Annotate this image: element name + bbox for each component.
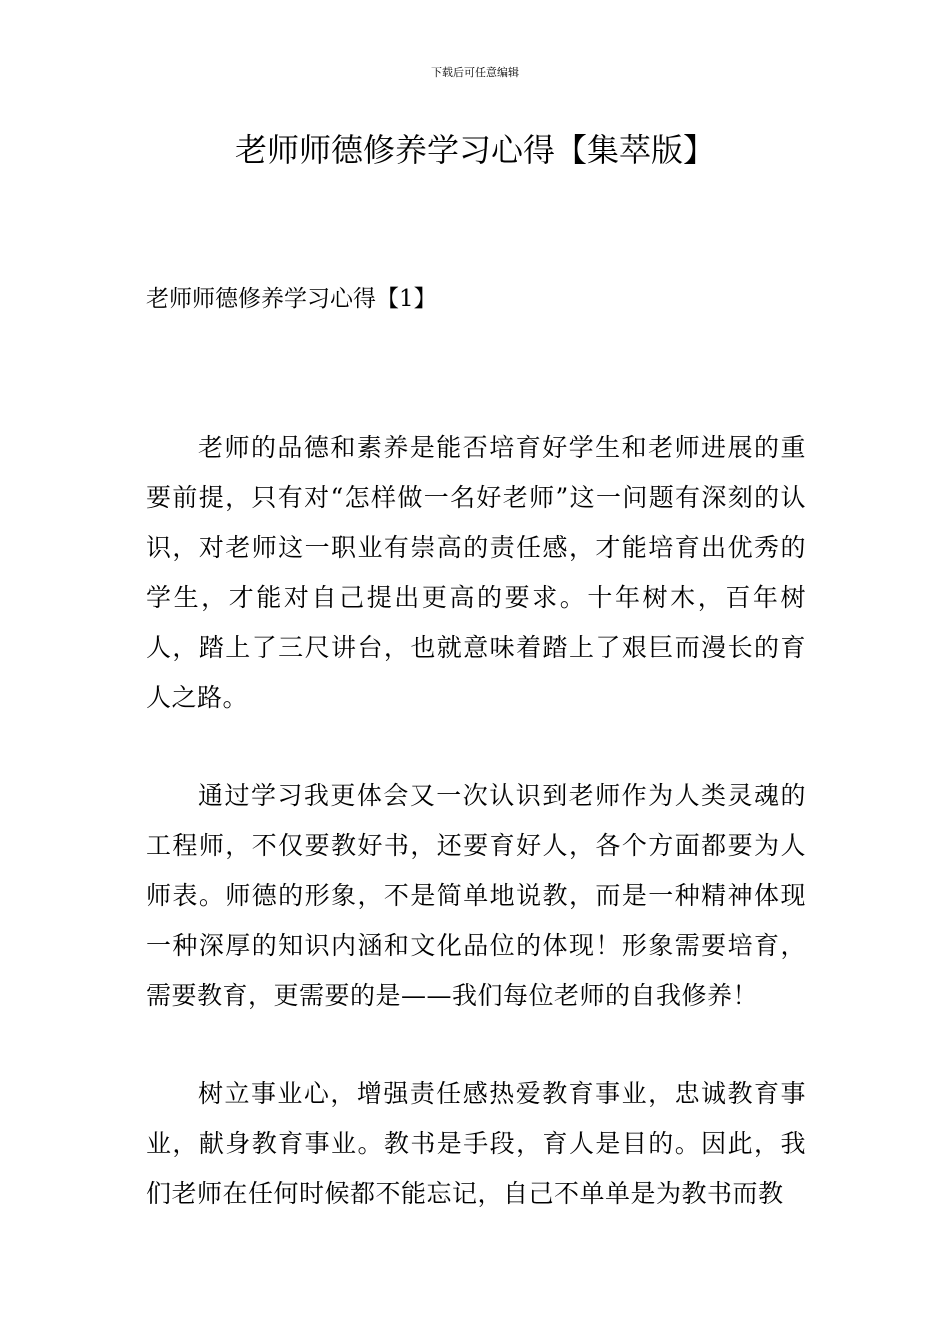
paragraph-3: 树立事业心，增强责任感热爱教育事业，忠诚教育事业，献身教育事业。教书是手段，育人是目的。因此，我们老师在任何时候都不能忘记，自己不单单是为教书而教 [146,1079,806,1208]
paragraph-2: 通过学习我更体会又一次认识到老师作为人类灵魂的工程师，不仅要教好书，还要育好人，各个方面都要为人师表。师德的形象，不是简单地说教，而是一种精神体现一种深厚的知识内涵和文化品位的体现！形象需要培育，需要教育，更需要的是——我们每位老师的自我修养！ [146,781,806,1010]
header-note: 下载后可任意编辑 [431,66,519,79]
document-title: 老师师德修养学习心得【集萃版】 [234,131,715,169]
paragraph-1: 老师的品德和素养是能否培育好学生和老师进展的重要前提，只有对“怎样做一名好老师”这一问题有深刻的认识，对老师这一职业有崇高的责任感，才能培育出优秀的学生，才能对自己提出更高的要求。十年树木，百年树人，踏上了三尺讲台，也就意味着踏上了艰巨而漫长的育人之路。 [146,433,806,712]
section-heading: 老师师德修养学习心得【1】 [146,286,437,312]
